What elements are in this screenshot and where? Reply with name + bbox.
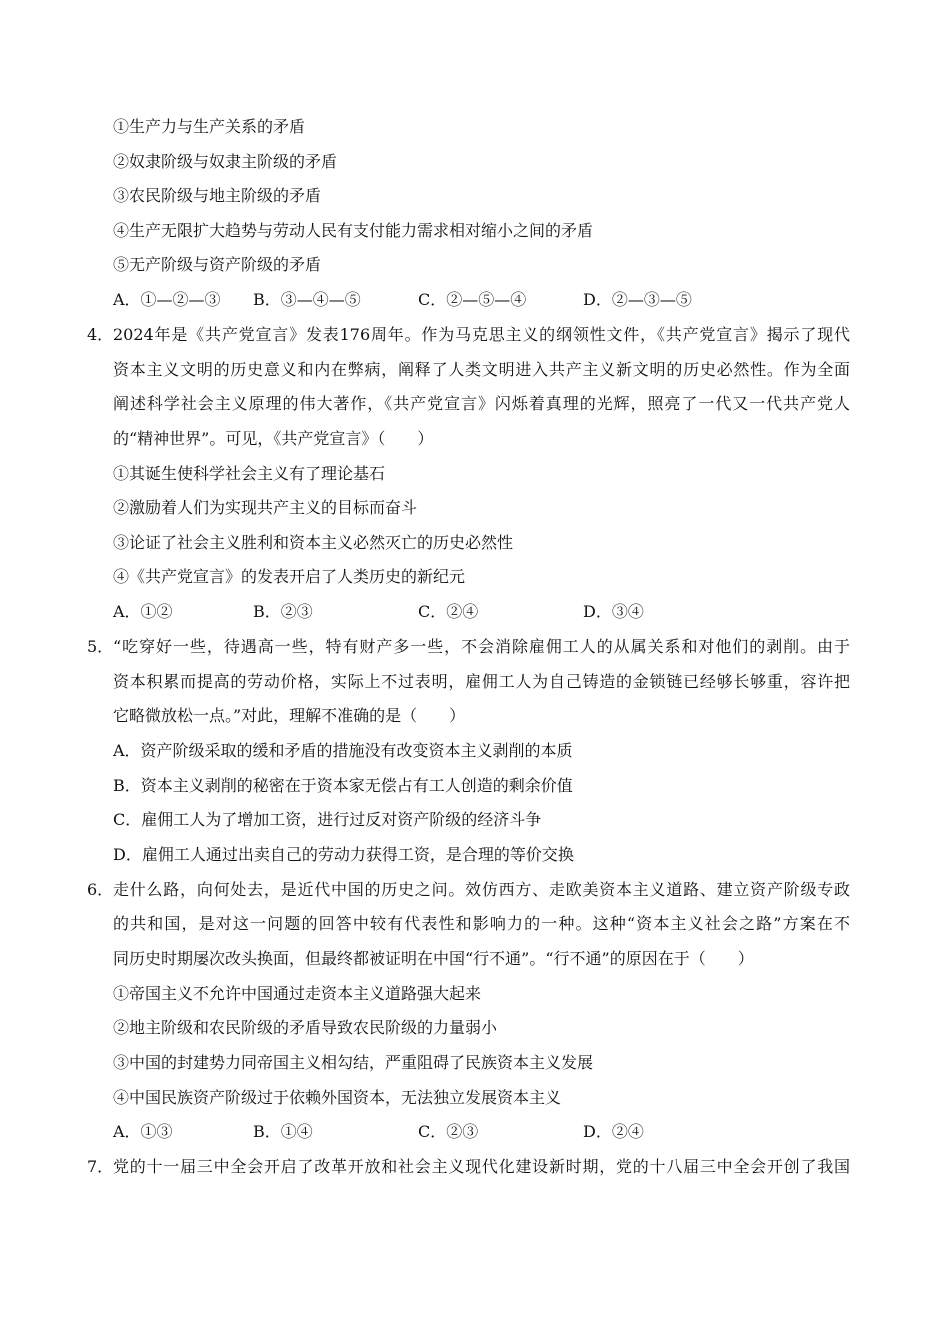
q5-stem-line-2: 资本积累而提高的劳动价格，实际上不过表明，雇佣工人为自己铸造的金锁链已经够长够重，容许把 <box>113 672 850 691</box>
q6-option-c: C．②③ <box>418 1122 479 1141</box>
q5-choice-d: D．雇佣工人通过出卖自己的劳动力获得工资，是合理的等价交换 <box>113 845 574 864</box>
q4-stem-line-3: 阐述科学社会主义原理的伟大著作，《共产党宣言》闪烁着真理的光辉，照亮了一代又一代共产党人 <box>113 394 850 413</box>
q5-stem-line-1: “吃穿好一些，待遇高一些，特有财产多一些，不会消除雇佣工人的从属关系和对他们的剥削。由于 <box>113 637 850 656</box>
q6-number: 6． <box>87 880 114 899</box>
q7-number: 7． <box>87 1157 114 1176</box>
q6-option-b: B．①④ <box>253 1122 313 1141</box>
q6-stem-line-3: 同历史时期屡次改头换面，但最终都被证明在中国“行不通”。“行不通”的原因在于（ ） <box>113 949 754 968</box>
q4-option-b: B．②③ <box>253 602 313 621</box>
q6-stem-line-1: 走什么路，向何处去，是近代中国的历史之问。效仿西方、走欧美资本主义道路、建立资产阶级专政 <box>113 880 850 899</box>
q4-option-c: C．②④ <box>418 602 479 621</box>
q7-stem-line-1: 党的十一届三中全会开启了改革开放和社会主义现代化建设新时期，党的十八届三中全会开创了我国 <box>113 1157 850 1176</box>
q6-item-1: ①帝国主义不允许中国通过走资本主义道路强大起来 <box>113 984 482 1003</box>
q5-choice-b: B．资本主义剥削的秘密在于资本家无偿占有工人创造的剩余价值 <box>113 776 573 795</box>
q4-stem-line-2: 资本主义文明的历史意义和内在弊病，阐释了人类文明进入共产主义新文明的历史必然性。作为全面 <box>113 360 850 379</box>
q6-stem-line-2: 的共和国，是对这一问题的回答中较有代表性和影响力的一种。这种“资本主义社会之路”方案在不 <box>113 914 850 933</box>
q4-option-d: D．③④ <box>583 602 644 621</box>
q6-item-3: ③中国的封建势力同帝国主义相勾结，严重阻碍了民族资本主义发展 <box>113 1053 594 1072</box>
q3-item-4: ④生产无限扩大趋势与劳动人民有支付能力需求相对缩小之间的矛盾 <box>113 221 594 240</box>
q5-choice-c: C．雇佣工人为了增加工资，进行过反对资产阶级的经济斗争 <box>113 810 542 829</box>
q3-option-d: D．②—③—⑤ <box>583 290 692 309</box>
q4-item-2: ②激励着人们为实现共产主义的目标而奋斗 <box>113 498 418 517</box>
q4-number: 4． <box>87 325 114 344</box>
q3-option-b: B．③—④—⑤ <box>253 290 361 309</box>
q3-item-1: ①生产力与生产关系的矛盾 <box>113 117 306 136</box>
q6-option-a: A．①③ <box>113 1122 173 1141</box>
q3-option-a: A．①—②—③ <box>113 290 221 309</box>
q4-stem-line-1: 2024年是《共产党宣言》发表176周年。作为马克思主义的纲领性文件，《共产党宣言》揭示了现代 <box>113 325 850 344</box>
q5-stem-line-3: 它略微放松一点。”对此，理解不准确的是（ ） <box>113 706 466 725</box>
q3-option-c: C．②—⑤—④ <box>418 290 527 309</box>
q4-item-4: ④《共产党宣言》的发表开启了人类历史的新纪元 <box>113 567 466 586</box>
q4-option-a: A．①② <box>113 602 173 621</box>
q5-number: 5． <box>87 637 114 656</box>
q3-item-5: ⑤无产阶级与资产阶级的矛盾 <box>113 255 322 274</box>
q3-item-3: ③农民阶级与地主阶级的矛盾 <box>113 186 322 205</box>
q4-item-1: ①其诞生使科学社会主义有了理论基石 <box>113 464 386 483</box>
q3-item-2: ②奴隶阶级与奴隶主阶级的矛盾 <box>113 152 338 171</box>
q5-choice-a: A．资产阶级采取的缓和矛盾的措施没有改变资本主义剥削的本质 <box>113 741 573 760</box>
q6-option-d: D．②④ <box>583 1122 644 1141</box>
q6-item-2: ②地主阶级和农民阶级的矛盾导致农民阶级的力量弱小 <box>113 1018 498 1037</box>
q6-item-4: ④中国民族资产阶级过于依赖外国资本，无法独立发展资本主义 <box>113 1088 562 1107</box>
q4-item-3: ③论证了社会主义胜利和资本主义必然灭亡的历史必然性 <box>113 533 514 552</box>
q4-stem-line-4: 的“精神世界”。可见，《共产党宣言》（ ） <box>113 429 434 448</box>
